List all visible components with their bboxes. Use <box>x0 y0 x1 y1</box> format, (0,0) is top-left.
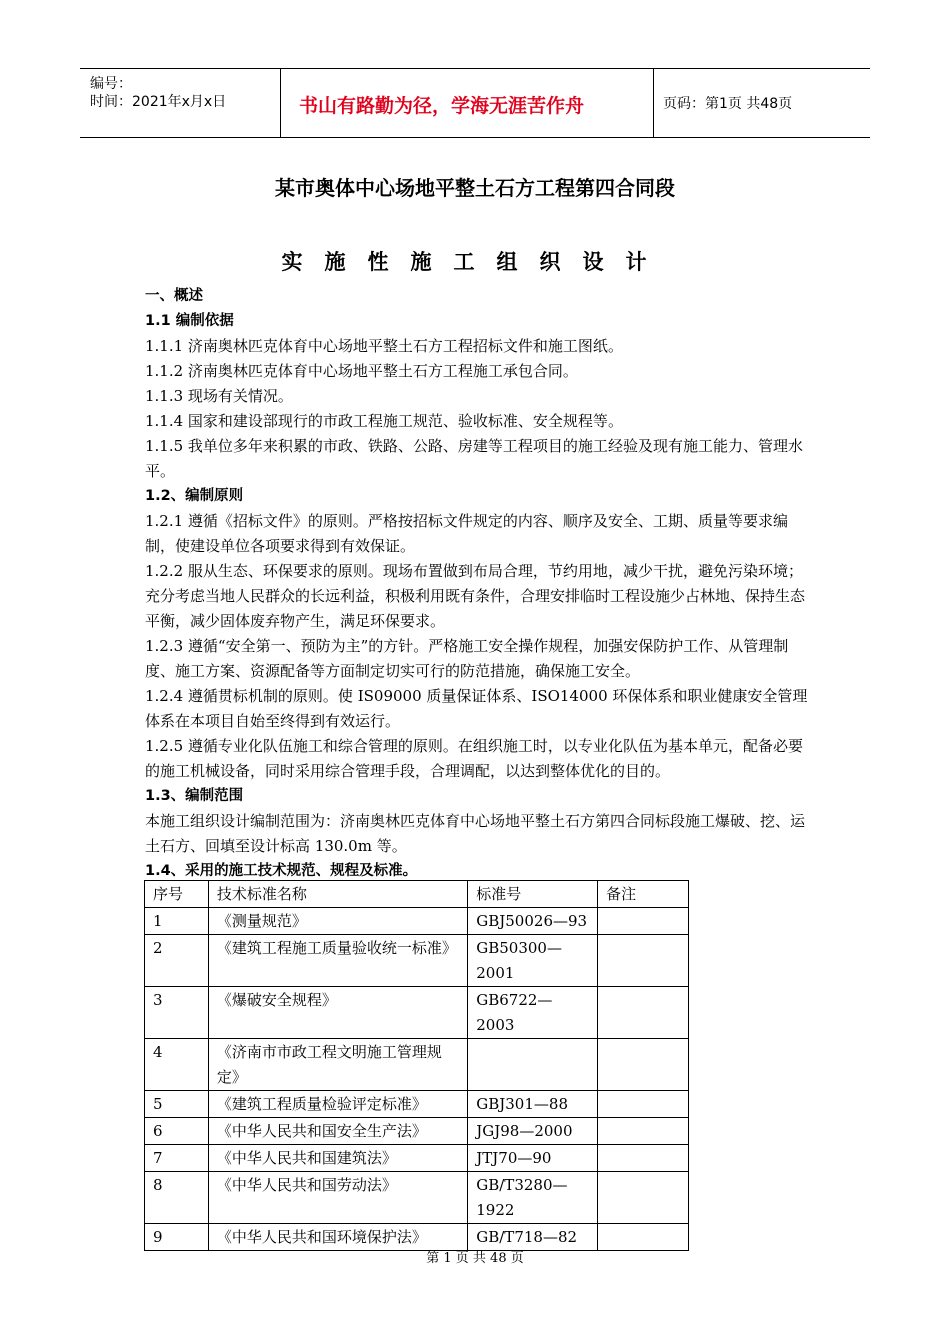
page-header <box>80 68 870 138</box>
section-heading: 一、概述 <box>145 288 203 304</box>
body-paragraph: 1.2.2 服从生态、环保要求的原则。现场布置做到布局合理，节约用地，减少干扰，避免污染环境；充分考虑当地人民群众的长远利益，积极利用既有条件，合理安排临时工程设施少占林地、保持生态平衡，减少固体废弃物产生，满足环保要求。 <box>145 562 806 630</box>
body-paragraph: 1.1.5 我单位多年来积累的市政、铁路、公路、房建等工程项目的施工经验及现有施工能力、管理水平。 <box>145 437 803 480</box>
document-title: 某市奥体中心场地平整土石方工程第四合同段 <box>275 176 675 200</box>
table-row <box>145 1145 689 1172</box>
column-header: 技术标准名称 <box>208 881 467 908</box>
motto-text: 书山有路勤为径，学海无涯苦作舟 <box>299 95 585 117</box>
table-row <box>145 1172 689 1224</box>
table-cell: 2 <box>145 935 209 987</box>
table-cell <box>598 1118 689 1145</box>
table-cell: GB6722—2003 <box>468 987 598 1039</box>
header-motto-cell <box>280 69 654 137</box>
table-cell: 《中华人民共和国环境保护法》 <box>208 1224 467 1251</box>
table-cell: GB50300—2001 <box>468 935 598 987</box>
body-paragraph: 1.2.1 遵循《招标文件》的原则。严格按招标文件规定的内容、顺序及安全、工期、质量等要求编制，使建设单位各项要求得到有效保证。 <box>145 512 788 555</box>
table-cell: 《济南市市政工程文明施工管理规定》 <box>208 1039 467 1091</box>
table-cell <box>598 1172 689 1224</box>
table-cell: 《中华人民共和国建筑法》 <box>208 1145 467 1172</box>
table-cell: JGJ98—2000 <box>468 1118 598 1145</box>
table-cell <box>598 1091 689 1118</box>
section-heading: 1.1 编制依据 <box>145 313 234 329</box>
body-paragraph: 1.1.3 现场有关情况。 <box>145 387 293 405</box>
section-heading: 1.3、编制范围 <box>145 788 244 804</box>
body-paragraph: 1.1.4 国家和建设部现行的市政工程施工规范、验收标准、安全规程等。 <box>145 412 623 430</box>
table-cell: 《测量规范》 <box>208 908 467 935</box>
table-cell: 4 <box>145 1039 209 1091</box>
table-cell <box>598 1039 689 1091</box>
table-cell: 《爆破安全规程》 <box>208 987 467 1039</box>
document-subtitle: 实施性施工组织设计 <box>281 250 669 274</box>
page-info: 页码：第1页 共48页 <box>663 96 793 112</box>
column-header: 序号 <box>145 881 209 908</box>
document-body <box>145 284 810 884</box>
table-row <box>145 908 689 935</box>
table-cell: 《建筑工程质量检验评定标准》 <box>208 1091 467 1118</box>
page-footer: 第 1 页 共 48 页 <box>426 1251 524 1266</box>
table-row <box>145 935 689 987</box>
table-cell <box>468 1039 598 1091</box>
header-meta <box>80 69 280 137</box>
section-heading: 1.4、采用的施工技术规范、规程及标准。 <box>145 863 418 879</box>
table-row <box>145 1118 689 1145</box>
section-heading: 1.2、编制原则 <box>145 488 244 504</box>
table-cell <box>598 908 689 935</box>
table-cell: GBJ50026—93 <box>468 908 598 935</box>
table-cell: 《中华人民共和国安全生产法》 <box>208 1118 467 1145</box>
table-header-row <box>145 881 689 908</box>
table-row <box>145 1039 689 1091</box>
table-cell: 《中华人民共和国劳动法》 <box>208 1172 467 1224</box>
body-paragraph: 1.2.4 遵循贯标机制的原则。使 IS09000 质量保证体系、ISO14000 环保体系和职业健康安全管理体系在本项目自始至终得到有效运行。 <box>145 687 808 730</box>
table-cell: 8 <box>145 1172 209 1224</box>
table-cell: 1 <box>145 908 209 935</box>
table-cell: 《建筑工程施工质量验收统一标准》 <box>208 935 467 987</box>
time-label: 时间：2021年x月x日 <box>90 94 227 110</box>
column-header: 标准号 <box>468 881 598 908</box>
body-paragraph: 本施工组织设计编制范围为：济南奥林匹克体育中心场地平整土石方第四合同标段施工爆破、挖、运土石方、回填至设计标高 130.0m 等。 <box>145 812 806 855</box>
column-header: 备注 <box>598 881 689 908</box>
table-cell: 6 <box>145 1118 209 1145</box>
body-paragraph: 1.2.3 遵循“安全第一、预防为主”的方针。严格施工安全操作规程，加强安保防护工作、从管理制度、施工方案、资源配备等方面制定切实可行的防范措施，确保施工安全。 <box>145 637 789 680</box>
body-paragraph: 1.2.5 遵循专业化队伍施工和综合管理的原则。在组织施工时，以专业化队伍为基本单元，配备必要的施工机械设备，同时采用综合管理手段，合理调配，以达到整体优化的目的。 <box>145 737 803 780</box>
table-row <box>145 987 689 1039</box>
table-cell: JTJ70—90 <box>468 1145 598 1172</box>
body-paragraph: 1.1.2 济南奥林匹克体育中心场地平整土石方工程施工承包合同。 <box>145 362 578 380</box>
table-cell: GB/T3280—1922 <box>468 1172 598 1224</box>
table-cell: GB/T718—82 <box>468 1224 598 1251</box>
code-label: 编号： <box>90 76 132 92</box>
table-cell: GBJ301—88 <box>468 1091 598 1118</box>
body-paragraph: 1.1.1 济南奥林匹克体育中心场地平整土石方工程招标文件和施工图纸。 <box>145 337 623 355</box>
table-cell <box>598 1145 689 1172</box>
table-cell <box>598 987 689 1039</box>
table-cell: 5 <box>145 1091 209 1118</box>
table-cell <box>598 935 689 987</box>
standards-table <box>144 880 689 1251</box>
table-row <box>145 1091 689 1118</box>
table-cell: 3 <box>145 987 209 1039</box>
table-cell: 7 <box>145 1145 209 1172</box>
table-cell: 9 <box>145 1224 209 1251</box>
